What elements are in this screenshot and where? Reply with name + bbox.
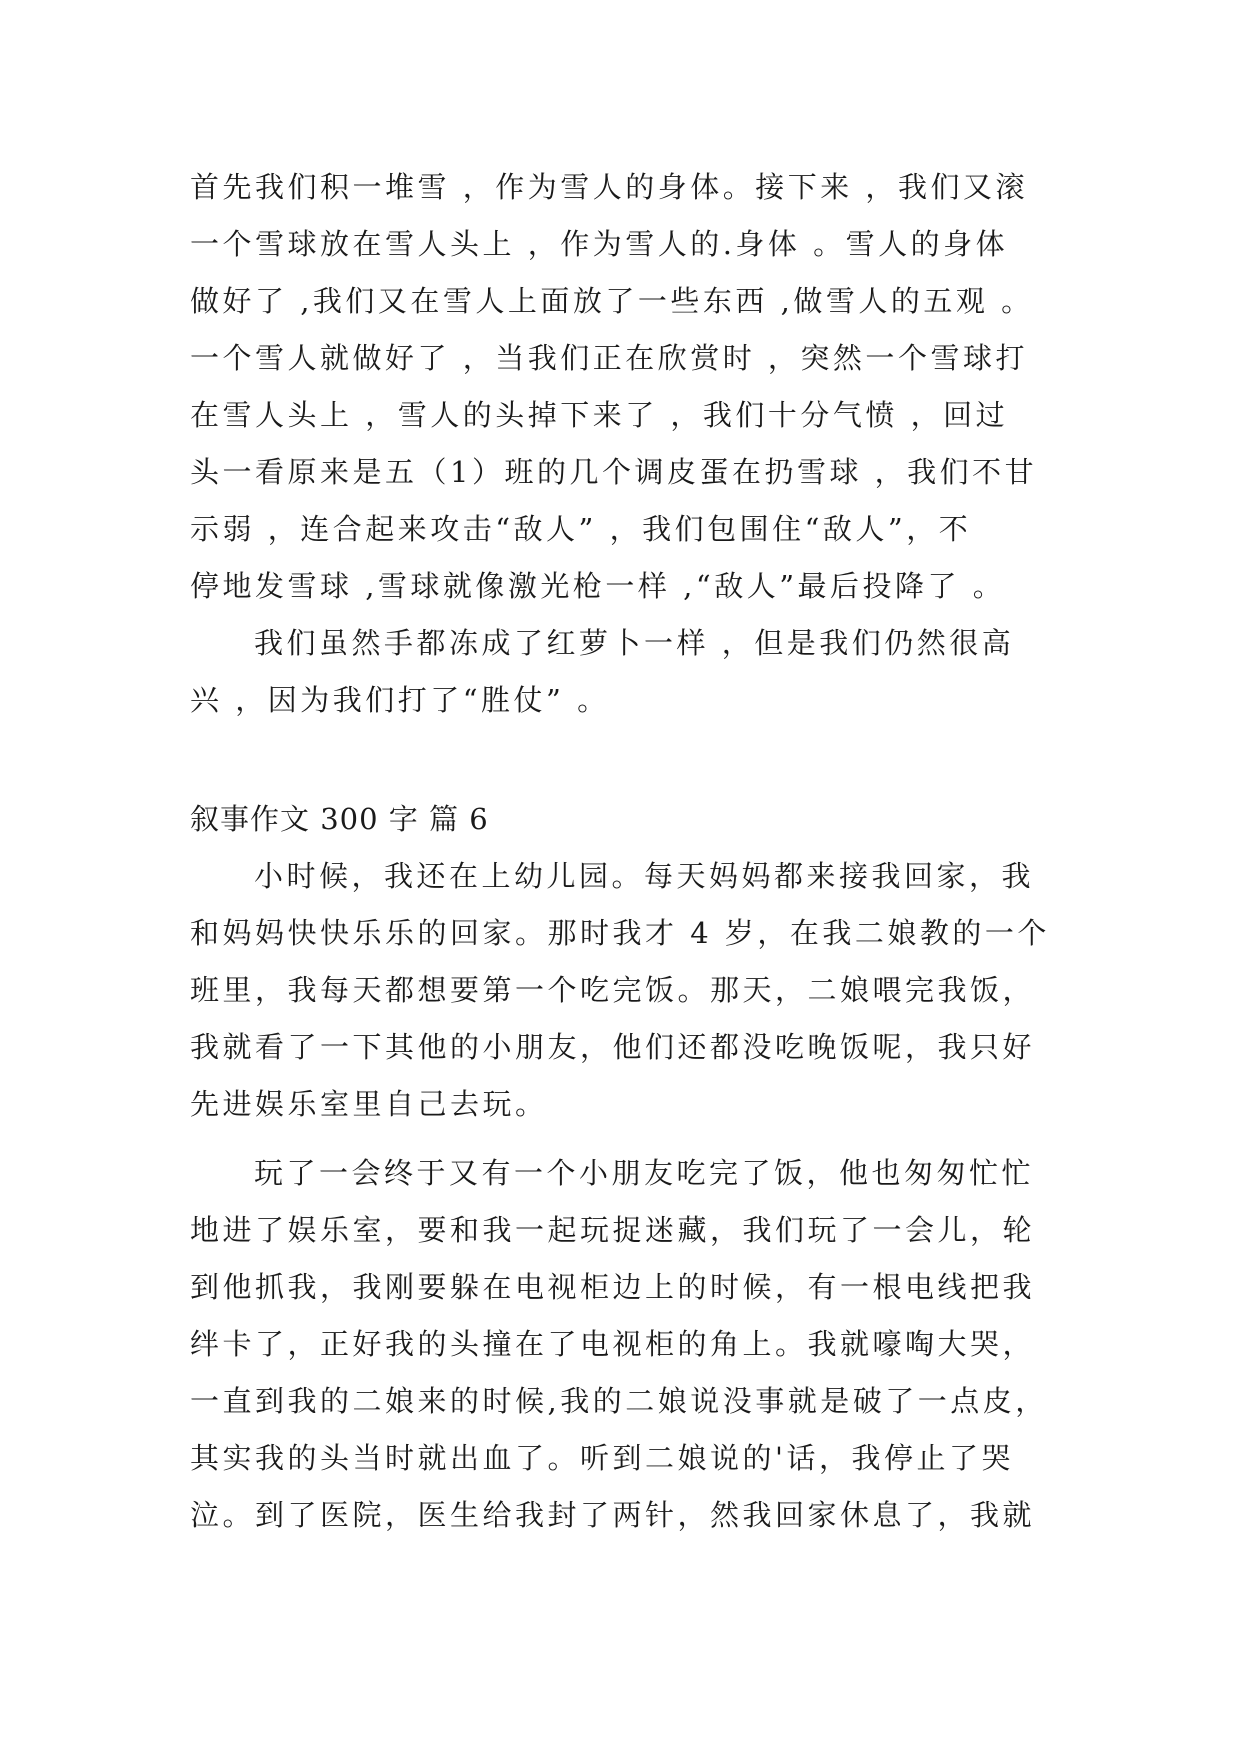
text-line: 一个雪球放在雪人头上 ，作为雪人的.身体 。雪人的身体 [190,227,1009,261]
text-line: 地进了娱乐室，要和我一起玩捉迷藏，我们玩了一会儿，轮 [190,1213,1036,1247]
text-line: 先进娱乐室里自己去玩。 [190,1087,548,1121]
text-line: 小时候，我还在上幼儿园。每天妈妈都来接我回家，我 [254,859,1035,893]
text-line: 一个雪人就做好了 ，当我们正在欣赏时 ，突然一个雪球打 [190,341,1028,375]
section-heading: 叙事作文 300 字 篇 6 [190,802,489,836]
text-line: 做好了 ,我们又在雪人上面放了一些东西 ,做雪人的五观 。 [190,284,1034,318]
text-line: 其实我的头当时就出血了。听到二娘说的'话，我停止了哭 [190,1441,1014,1475]
text-line: 玩了一会终于又有一个小朋友吃完了饭，他也匆匆忙忙 [254,1156,1035,1190]
text-line: 到他抓我，我刚要躲在电视柜边上的时候，有一根电线把我 [190,1270,1036,1304]
text-line: 班里，我每天都想要第一个吃完饭。那天，二娘喂完我饭， [190,973,1036,1007]
text-line: 我就看了一下其他的小朋友，他们还都没吃晚饭呢，我只好 [190,1030,1036,1064]
text-line: 一直到我的二娘来的时候,我的二娘说没事就是破了一点皮， [190,1384,1048,1418]
text-line: 在雪人头上 ，雪人的头掉下来了 ，我们十分气愤 ，回过 [190,398,1009,432]
text-line: 泣。到了医院，医生给我封了两针，然我回家休息了，我就 [190,1498,1036,1532]
text-line: 首先我们积一堆雪 ，作为雪人的身体。接下来 ，我们又滚 [190,170,1028,204]
text-line: 我们虽然手都冻成了红萝卜一样 ，但是我们仍然很高 [254,626,1015,660]
text-line: 绊卡了，正好我的头撞在了电视柜的角上。我就嚎啕大哭， [190,1327,1036,1361]
text-line: 和妈妈快快乐乐的回家。那时我才 4 岁，在我二娘教的一个 [190,916,1050,950]
text-line: 示弱 ，连合起来攻击“敌人” ，我们包围住“敌人”，不 [190,512,972,546]
text-line: 头一看原来是五（1）班的几个调皮蛋在扔雪球 ，我们不甘 [190,455,1038,489]
text-line: 停地发雪球 ,雪球就像激光枪一样 ,“敌人”最后投降了 。 [190,569,1006,603]
text-line: 兴 ，因为我们打了“胜仗” 。 [190,683,610,717]
